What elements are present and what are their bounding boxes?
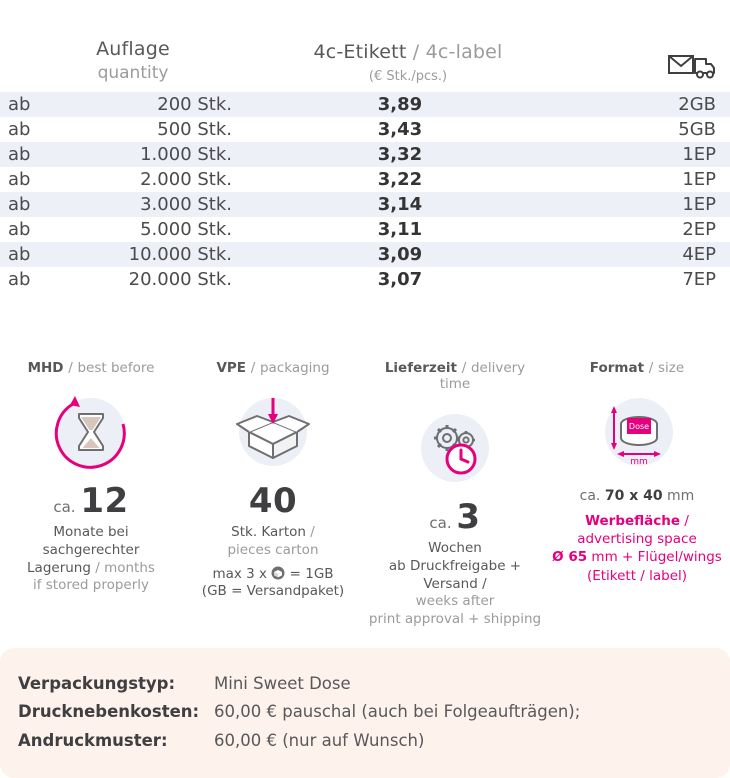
row-ab: ab [8, 118, 31, 140]
format-ad-dia-unit: mm + Flügel/wings [591, 549, 722, 566]
feature-format [546, 360, 728, 629]
row-quantity: 5.000 Stk. [140, 218, 232, 240]
row-ab: ab [8, 93, 31, 115]
format-size-value: 70 x 40 [604, 488, 663, 504]
table-row [0, 167, 730, 192]
tin-size-icon-unit: mm [630, 457, 648, 467]
row-ab: ab [8, 218, 31, 240]
header-quantity-en: quantity [97, 62, 169, 83]
feature-title-en: packaging [259, 360, 330, 376]
format-advertising [550, 512, 724, 585]
hourglass-icon [4, 386, 178, 478]
feature-value-number: 40 [248, 481, 298, 521]
row-ab: ab [8, 143, 31, 165]
feature-line-2: sachgerechter [42, 541, 140, 558]
feature-line-4: print approval + shipping [368, 611, 542, 628]
header-price-unit: (€ Stk./pcs.) [368, 68, 448, 84]
feature-best-before [0, 360, 182, 629]
carton-box-icon [186, 386, 360, 478]
price-table-header [0, 38, 730, 92]
header-price-en: 4c-label [425, 41, 503, 64]
row-shipping: 2GB [678, 93, 716, 115]
row-price: 3,11 [377, 218, 423, 240]
feature-packaging [182, 360, 364, 629]
feature-line-3-de: Lagerung [27, 559, 91, 576]
parcel-icon [271, 566, 289, 582]
row-shipping: 1EP [682, 168, 716, 190]
row-quantity: 10.000 Stk. [128, 243, 232, 265]
feature-value-number: 3 [456, 497, 481, 537]
info-label: Verpackungstyp: [18, 674, 176, 693]
feature-row [0, 360, 730, 629]
format-size [550, 488, 724, 504]
feature-title-sep: / [461, 360, 467, 376]
row-shipping: 1EP [682, 193, 716, 215]
feature-value-number: 12 [80, 481, 129, 521]
row-shipping: 5GB [678, 118, 716, 140]
header-price [258, 41, 558, 84]
info-box [0, 648, 730, 778]
row-quantity: 500 Stk. [157, 118, 232, 140]
header-price-sep: / [412, 41, 420, 64]
feature-title [186, 360, 360, 376]
feature-line-1-sep: / [310, 524, 315, 540]
price-table-rows [0, 92, 730, 292]
feature-title [550, 360, 724, 376]
format-ad-sep: / [684, 513, 689, 529]
feature-value-prefix: ca. [53, 498, 76, 516]
header-price-title [258, 41, 558, 65]
row-price: 3,22 [377, 168, 423, 190]
format-ad-de: Werbefläche [585, 513, 681, 529]
feature-title-en: best before [77, 360, 155, 376]
info-box-content [0, 648, 730, 755]
table-row [0, 92, 730, 117]
format-ad-dia: Ø 65 [552, 549, 588, 566]
row-shipping: 1EP [682, 143, 716, 165]
info-row [18, 670, 730, 698]
row-shipping: 2EP [682, 218, 716, 240]
feature-description [368, 540, 542, 629]
table-row [0, 117, 730, 142]
feature-title [4, 360, 178, 376]
row-shipping: 7EP [682, 268, 716, 290]
feature-title-sep: / [68, 360, 73, 376]
mail-truck-icon [668, 50, 716, 84]
gears-clock-icon [368, 402, 542, 494]
feature-max-line [186, 566, 360, 584]
header-quantity-de: Auflage [96, 38, 170, 60]
row-price: 3,09 [377, 243, 423, 265]
feature-line-3-en: months [104, 559, 155, 576]
table-row [0, 267, 730, 292]
table-row [0, 192, 730, 217]
info-value: 60,00 € pauschal (auch bei Folgeaufträgen); [214, 702, 581, 722]
feature-value [368, 497, 542, 537]
row-quantity: 20.000 Stk. [128, 268, 232, 290]
row-ab: ab [8, 268, 31, 290]
feature-description [186, 524, 360, 601]
feature-line-1: Monate bei [53, 524, 129, 540]
header-shipping [558, 50, 722, 84]
feature-line-4: if stored properly [32, 577, 150, 594]
feature-title-sep: / [250, 360, 256, 376]
feature-title-de: Format [589, 360, 645, 376]
feature-max-prefix: max 3 x [212, 565, 268, 582]
table-row [0, 217, 730, 242]
header-quantity [8, 38, 258, 84]
row-ab: ab [8, 243, 31, 265]
format-ad-diameter [550, 548, 724, 566]
info-label: Andruckmuster: [18, 730, 168, 750]
format-ad-en: advertising space [577, 531, 697, 548]
tin-size-icon [550, 386, 724, 478]
info-value: 60,00 € (nur auf Wunsch) [214, 730, 425, 750]
feature-line-1-de: Stk. Karton [231, 524, 306, 540]
table-row [0, 242, 730, 267]
feature-note: (GB = Versandpaket) [201, 583, 345, 600]
feature-title-en: delivery time [439, 360, 526, 392]
row-shipping: 4EP [682, 243, 716, 265]
row-ab: ab [8, 168, 31, 190]
feature-title [368, 360, 542, 392]
format-size-prefix: ca. [579, 488, 601, 504]
format-size-unit: mm [667, 488, 695, 504]
feature-line-1: Wochen [428, 540, 482, 556]
row-quantity: 2.000 Stk. [140, 168, 232, 190]
info-value: Mini Sweet Dose [214, 674, 351, 693]
feature-line-2: ab Druckfreigabe + Versand / [388, 557, 522, 592]
feature-value-prefix: ca. [429, 514, 452, 532]
row-price: 3,43 [377, 118, 423, 140]
info-row [18, 698, 730, 726]
header-price-de: 4c-Etikett [313, 41, 407, 64]
feature-line-3: weeks after [415, 593, 495, 610]
info-label: Drucknebenkosten: [18, 702, 200, 722]
row-price: 3,89 [377, 93, 423, 115]
feature-max-suffix: = 1GB [289, 565, 334, 582]
feature-delivery-time [364, 360, 546, 629]
format-ad-line-1 [550, 512, 724, 530]
row-ab: ab [8, 193, 31, 215]
feature-line-2: pieces carton [227, 541, 319, 558]
feature-line-3-sep: / [95, 559, 100, 576]
feature-title-de: VPE [216, 360, 247, 376]
table-row [0, 142, 730, 167]
row-quantity: 200 Stk. [157, 93, 232, 115]
feature-value [4, 481, 178, 521]
feature-value [186, 481, 360, 521]
feature-line-3 [4, 560, 178, 578]
feature-title-de: MHD [27, 360, 64, 376]
row-quantity: 3.000 Stk. [140, 193, 232, 215]
svg-text:Dose: Dose [628, 422, 650, 431]
row-price: 3,14 [377, 193, 423, 215]
info-row [18, 727, 730, 755]
feature-line-1 [186, 524, 360, 542]
row-price: 3,32 [377, 143, 423, 165]
format-ad-note: (Etikett / label) [586, 567, 688, 584]
feature-title-en: size [658, 360, 685, 376]
feature-title-sep: / [648, 360, 654, 376]
row-quantity: 1.000 Stk. [140, 143, 232, 165]
feature-description [4, 524, 178, 595]
price-table [0, 38, 730, 292]
feature-title-de: Lieferzeit [384, 360, 457, 376]
row-price: 3,07 [377, 268, 423, 290]
